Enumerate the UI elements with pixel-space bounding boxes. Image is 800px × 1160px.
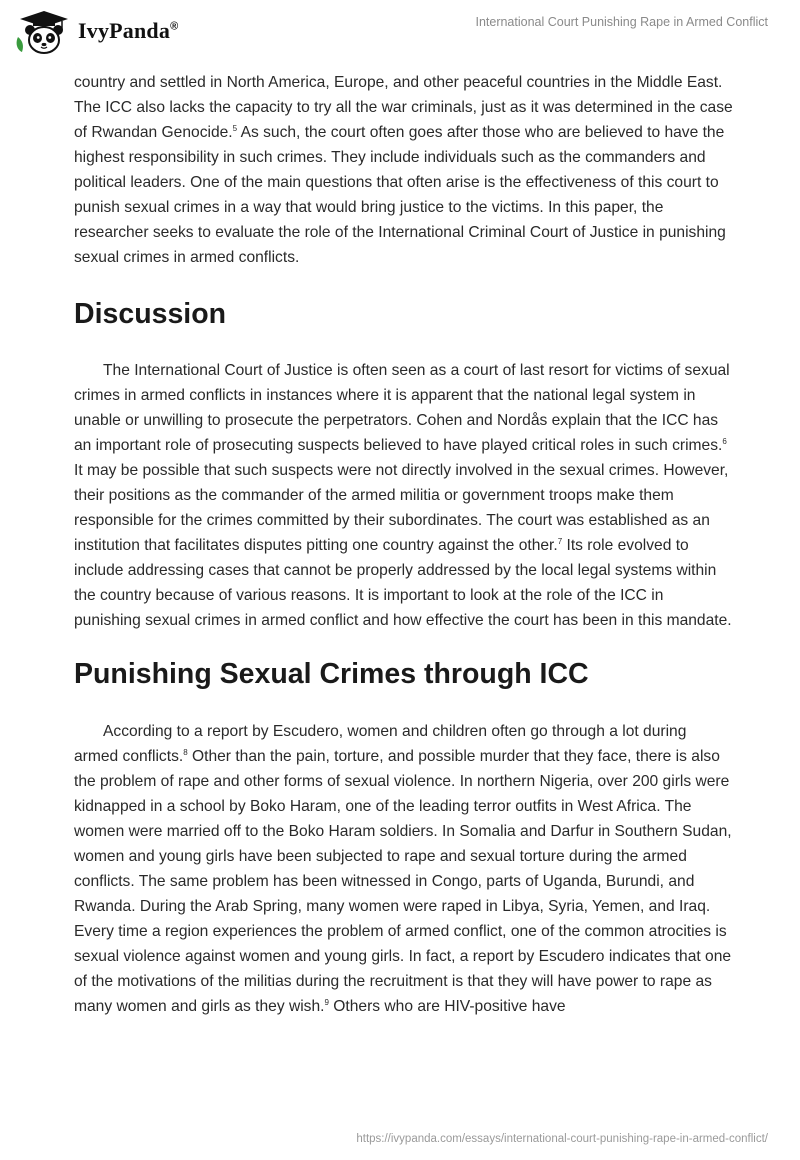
- footnote-ref: 6: [722, 437, 727, 446]
- text-run: As such, the court often goes after those who are believed to have the highest responsibility in such crimes. They include individuals such as the commanders and political leaders. One of the main questions that often arise is the effectiveness of this court to punish sexual crimes in a way that would bring justice to the victims. In this paper, the researcher seeks to evaluate the role of the International Criminal Court of Justice in punishing sexual crimes in armed conflicts.: [74, 124, 726, 266]
- brand-name[interactable]: [78, 18, 178, 44]
- registered-mark: ®: [170, 20, 179, 33]
- text-run: Others who are HIV-positive have: [328, 998, 566, 1015]
- paragraph-punishing: [74, 719, 734, 1019]
- footnote-ref: 9: [324, 998, 329, 1007]
- text-run: The International Court of Justice is often seen as a court of last resort for victims of sexual crimes in armed conflicts in instances where it is apparent that the national legal system in unable or unwilling to prosecute the perpetrators. Cohen and Nordås explain that the ICC has an important role of prosecuting suspects believed to have played critical roles in such crimes.: [74, 362, 730, 454]
- brand-text: IvyPanda: [78, 18, 171, 43]
- paragraph-intro: [74, 70, 734, 270]
- source-url[interactable]: https://ivypanda.com/essays/international-court-punishing-rape-in-armed-conflict/: [356, 1133, 768, 1145]
- ivypanda-logo[interactable]: [14, 10, 74, 56]
- text-run: According to a report by Escudero, women and children often go through a lot during armed conflicts.: [74, 723, 687, 765]
- heading-punishing-sexual-crimes: Punishing Sexual Crimes through ICC: [74, 658, 589, 690]
- essay-content: [74, 70, 734, 1019]
- panda-graduate-icon: [14, 10, 74, 56]
- text-run: country and settled in North America, Europe, and other peaceful countries in the Middle East. The ICC also lacks the capacity to try all the war criminals, just as it was determined in the case of Rwandan Genocide.: [74, 74, 733, 141]
- text-run: Its role evolved to include addressing cases that cannot be properly addressed by the local legal systems within the country because of various reasons. It is important to look at the role of the ICC in punishing sexual crimes in armed conflict and how effective the court has been in this mandate.: [74, 537, 732, 629]
- document-title: International Court Punishing Rape in Armed Conflict: [475, 15, 768, 29]
- footnote-ref: 8: [183, 748, 188, 757]
- paragraph-discussion: [74, 358, 734, 633]
- text-run: Other than the pain, torture, and possible murder that they face, there is also the problem of rape and other forms of sexual violence. In northern Nigeria, over 200 girls were kidnapped in a school by Boko Haram, one of the leading terror outfits in West Africa. The women were married off to the Boko Haram soldiers. In Somalia and Darfur in Southern Sudan, women and young girls have been subjected to rape and sexual torture during the armed conflicts. The same problem has been witnessed in Congo, parts of Uganda, Burundi, and Rwanda. During the Arab Spring, many women were raped in Libya, Syria, Yemen, and Iraq. Every time a region experiences the problem of armed conflict, one of the common atrocities is sexual violence against women and young girls. In fact, a report by Escudero indicates that one of the motivations of the militias during the recruitment is that they will have power to rape as many women and girls as they wish.: [74, 748, 732, 1015]
- heading-discussion: Discussion: [74, 298, 227, 330]
- footnote-ref: 7: [557, 537, 563, 546]
- page-header: [0, 0, 800, 70]
- footnote-ref: 5: [232, 124, 238, 133]
- text-run: It may be possible that such suspects were not directly involved in the sexual crimes. However, their positions as the commander of the armed militia or government troops make them responsible for the crimes committed by their subordinates. The court was established as an institution that facilitates disputes pitting one country against the other.: [74, 462, 729, 554]
